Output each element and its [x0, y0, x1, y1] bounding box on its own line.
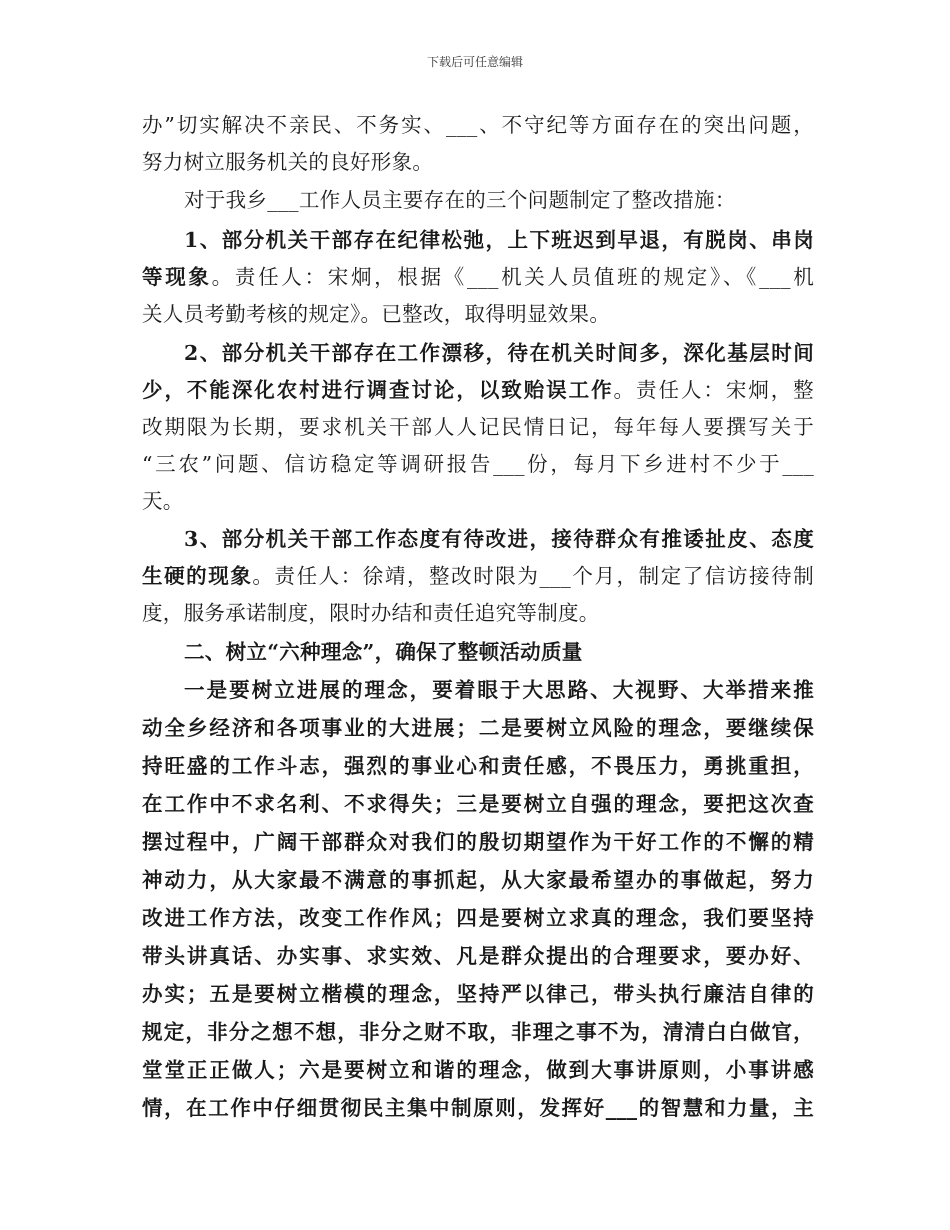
text-line: 规定，非分之想不想，非分之财不取，非理之事不为，清清白白做官，	[142, 1020, 814, 1044]
text-line: 天。	[142, 489, 184, 513]
page-header: 下载后可任意编辑	[426, 55, 523, 69]
item-3-heading-cont: 生硬的现象	[142, 564, 253, 588]
item-2-heading-cont: 少，不能深化农村进行调查讨论，以致贻误工作	[142, 378, 614, 402]
text-line: 带头讲真话、办实事、求实效、凡是群众提出的合理要求，要办好、	[142, 944, 814, 968]
text-line	[142, 258, 814, 296]
text-line	[142, 371, 814, 409]
item-2-heading: 2、部分机关干部存在工作漂移，待在机关时间多，深化基层时间	[184, 341, 814, 365]
text-line: “三农”问题、信访稳定等调研报告___份，每月下乡进村不少于___	[142, 452, 814, 476]
text-line: 摆过程中，广阔干部群众对我们的殷切期望作为干好工作的不懈的精	[142, 830, 814, 854]
text-line: 努力树立服务机关的良好形象。	[142, 150, 434, 174]
text-line: 改进工作方法，改变工作作风；四是要树立求真的理念，我们要坚持	[142, 906, 814, 930]
text-line	[142, 557, 814, 595]
item-3-detail: 。责任人：徐靖，整改时限为___个月，制定了信访接待制	[252, 564, 814, 588]
section-heading: 二、树立“六种理念”，确保了整顿活动质量	[184, 640, 583, 664]
text-line: 办”切实解决不亲民、不务实、___、不守纪等方面存在的突出问题，	[142, 113, 814, 137]
item-1-heading: 1、部分机关干部存在纪律松弛，上下班迟到早退，有脱岗、串岗	[184, 228, 814, 252]
item-3-heading: 3、部分机关干部工作态度有待改进，接待群众有推诿扯皮、态度	[184, 527, 814, 551]
text-line: 在工作中不求名利、不求得失；三是要树立自强的理念，要把这次查	[142, 792, 814, 816]
text-line: 对于我乡___工作人员主要存在的三个问题制定了整改措施：	[184, 188, 736, 212]
item-1-detail: 。责任人：宋炯，根据《___机关人员值班的规定》、《___机	[211, 265, 815, 289]
text-line: 持旺盛的工作斗志，强烈的事业心和责任感，不畏压力，勇挑重担，	[142, 754, 814, 778]
text-line: 关人员考勤考核的规定》。已整改，取得明显效果。	[142, 302, 611, 326]
text-line: 堂堂正正做人；六是要树立和谐的理念，做到大事讲原则，小事讲感	[142, 1058, 814, 1082]
text-line: 情，在工作中仔细贯彻民主集中制原则，发挥好___的智慧和力量，主	[142, 1096, 814, 1120]
text-line: 度，服务承诺制度，限时办结和责任追究等制度。	[142, 601, 600, 625]
item-1-heading-cont: 等现象	[142, 265, 212, 289]
text-line: 办实；五是要树立楷模的理念，坚持严以律己，带头执行廉洁自律的	[142, 982, 814, 1006]
text-line: 动全乡经济和各项事业的大进展；二是要树立风险的理念，要继续保	[142, 716, 814, 740]
text-line: 改期限为长期，要求机关干部人人记民情日记，每年每人要撰写关于	[142, 415, 814, 439]
text-line: 一是要树立进展的理念，要着眼于大思路、大视野、大举措来推	[184, 678, 814, 702]
item-2-detail: 。责任人：宋炯，整	[613, 378, 814, 402]
text-line: 神动力，从大家最不满意的事抓起，从大家最希望办的事做起，努力	[142, 868, 814, 892]
